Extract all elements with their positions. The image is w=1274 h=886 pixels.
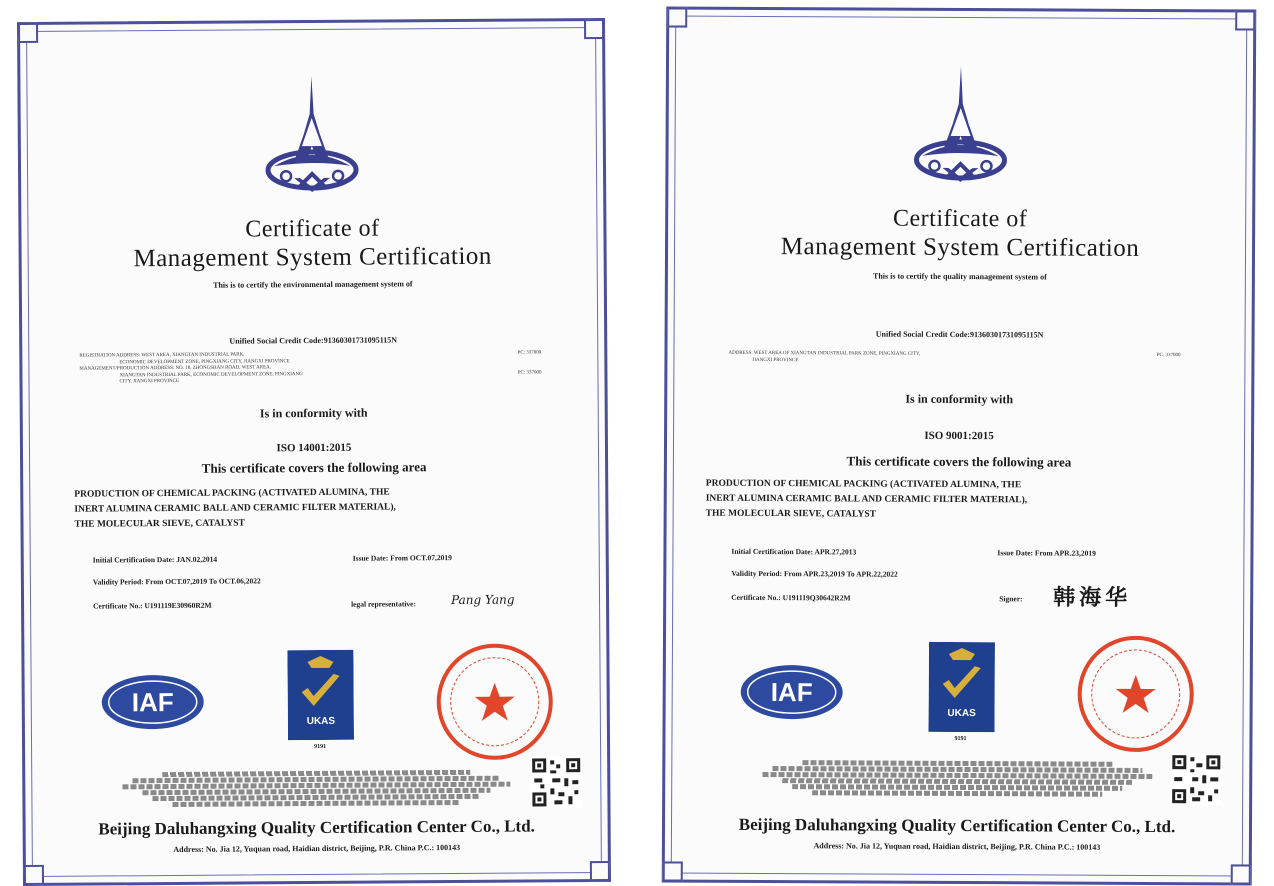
iaf-logo <box>739 663 845 722</box>
qr-code <box>530 756 582 808</box>
certification-center-name: Beijing Daluhangxing Quality Certification Center Co., Ltd. <box>98 816 535 839</box>
scope-line: INERT ALUMINA CERAMIC BALL AND CERAMIC FILTER MATERIAL), <box>705 493 1028 506</box>
postcode: PC: 337000 <box>517 350 542 356</box>
coverage-heading: This certificate covers the following area <box>201 459 427 476</box>
scope-line: THE MOLECULAR SIEVE, CATALYST <box>705 508 877 520</box>
ukas-mark-text: UKAS <box>306 715 336 728</box>
certification-scope <box>706 477 1194 525</box>
certificate-number: Certificate No.: U191119Q30642R2M <box>731 592 851 603</box>
signer-label: Signer: <box>999 594 1023 604</box>
ukas-number: 9191 <box>314 743 327 751</box>
certificate-title-line2: Management System Certification <box>780 233 1140 262</box>
certificate-number: Certificate No.: U191119E30960R2M <box>93 600 212 611</box>
official-seal <box>1076 635 1195 754</box>
address-line: MANAGEMENT/PRODUCTION ADDRESS: NO. 18, ZHONGSHAN ROAD, WEST AREA, <box>79 365 272 372</box>
certificate-title-line2: Management System Certification <box>133 242 492 273</box>
coverage-heading: This certificate covers the following area <box>846 453 1072 470</box>
fine-print <box>102 768 530 808</box>
certification-scope <box>74 484 548 532</box>
scope-line: PRODUCTION OF CHEMICAL PACKING (ACTIVATED ALUMINA, THE <box>705 478 1022 491</box>
legal-representative-signature: Pang Yang <box>450 592 515 608</box>
scope-line: PRODUCTION OF CHEMICAL PACKING (ACTIVATED ALUMINA, THE <box>74 487 390 500</box>
certification-center-name: Beijing Daluhangxing Quality Certification Center Co., Ltd. <box>738 814 1176 837</box>
iso-standard: ISO 9001:2015 <box>924 429 994 443</box>
certification-body-logo <box>912 64 1009 195</box>
certificate-iso14001 <box>17 18 611 886</box>
address-line: REGISTRATION ADDRESS: WEST AREA, XIANGTAN INDUSTRIAL PARK, <box>79 352 245 359</box>
certificate-iso9001 <box>662 6 1257 885</box>
issue-date: Issue Date: From OCT.07,2019 <box>352 553 452 563</box>
certification-center-address: Address: No. Jia 12, Yuquan road, Haidian district, Beijing, P.R. China P.C.: 100143 <box>813 841 1101 852</box>
initial-certification-date: Initial Certification Date: JAN.02,2014 <box>92 554 218 565</box>
certification-body-logo <box>263 74 360 205</box>
initial-certification-date: Initial Certification Date: APR.27,2013 <box>731 546 857 557</box>
conformity-heading: Is in conformity with <box>905 391 1014 407</box>
credit-code: Unified Social Credit Code:91360301731095115N <box>875 329 1044 340</box>
certificate-title-line1: Certificate of <box>892 205 1028 233</box>
ukas-mark <box>929 642 995 732</box>
iaf-logo <box>100 673 206 732</box>
conformity-heading: Is in conformity with <box>259 405 368 421</box>
iaf-logo-text: IAF <box>770 677 813 708</box>
registered-address <box>79 350 529 386</box>
scope-line: THE MOLECULAR SIEVE, CATALYST <box>74 518 245 530</box>
validity-period: Validity Period: From APR.23,2019 To APR.22,2022 <box>731 568 898 579</box>
iso-standard: ISO 14001:2015 <box>276 441 352 455</box>
postcode: PC: 337000 <box>1156 353 1181 359</box>
certificate-title-line1: Certificate of <box>245 215 380 243</box>
signer-signature: 韩海华 <box>1053 585 1132 611</box>
fine-print <box>742 759 1172 798</box>
ukas-number: 9191 <box>954 735 967 743</box>
address-line: ECONOMIC DEVELOPMENT ZONE, PINGXIANG CITY, JIANGXI PROVINCE <box>119 358 290 365</box>
certification-center-address: Address: No. Jia 12, Yuquan road, Haidian district, Beijing, P.R. China P.C.: 100143 <box>173 842 461 854</box>
validity-period: Validity Period: From OCT.07,2019 To OCT.06,2022 <box>92 576 261 587</box>
legal-representative-label: legal representative: <box>351 599 417 609</box>
ukas-mark-text: UKAS <box>947 707 976 720</box>
postcode: PC: 337000 <box>517 370 542 376</box>
address-line: CITY, JIANGXI PROVINCE <box>119 378 180 385</box>
address-line: JIANGXI PROVINCE <box>752 357 799 363</box>
certify-statement: This is to certify the quality management system of <box>872 271 1047 282</box>
certify-statement: This is to certify the environmental management system of <box>213 279 413 290</box>
iaf-logo-text: IAF <box>131 686 174 718</box>
address-line: XIANGTAN INDUSTRIAL PARK, ECONOMIC DEVELOPMENT ZONE, PINGXIANG <box>119 371 303 378</box>
official-seal <box>435 642 554 761</box>
qr-code <box>1170 753 1222 805</box>
address-line: ADDRESS: WEST AREA OF XIANGTAN INDUSTRIAL PARK ZONE, PINGXIANG CITY, <box>728 350 921 357</box>
issue-date: Issue Date: From APR.23,2019 <box>997 548 1096 558</box>
ukas-mark <box>287 650 354 740</box>
scope-line: INERT ALUMINA CERAMIC BALL AND CERAMIC FILTER MATERIAL), <box>74 502 396 515</box>
credit-code: Unified Social Credit Code:91360301731095115N <box>229 335 398 346</box>
registered-address <box>728 351 1176 366</box>
